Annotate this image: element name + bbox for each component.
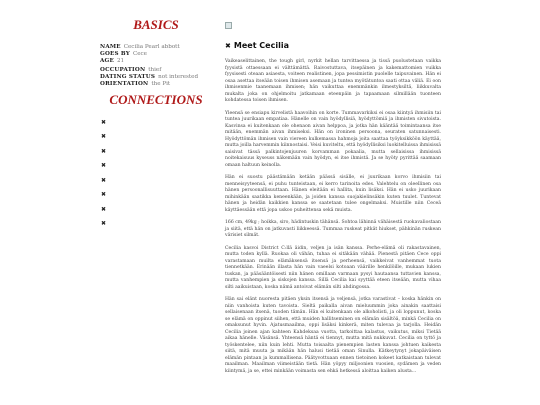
- main-content: [225, 22, 441, 381]
- field-goes-by: [100, 51, 212, 58]
- connection-link[interactable]: ✖: [101, 133, 107, 141]
- connection-link[interactable]: ✖: [101, 205, 107, 213]
- field-orientation: [100, 81, 212, 88]
- connection-link[interactable]: ✖: [101, 191, 107, 199]
- field-label: ORIENTATION: [100, 80, 149, 87]
- bio-paragraph: Hän sai elänt nuoresta pitäen yksin itsensä ja veljensä, jotka varastivat – koska hänkin on niin vanhoista kuten tavoista. Sieltä paikalla aivan mieluummin joka ainakin saattaisi sellaisenaan itsenä, tuoden tämän. Hän ei kuitenkaan ole alkoholisti, ja oli loppunut, koska se elämä on oppinut siihen, että muiden hallitseminen on elämän sisältöä, minkä Cecilia on omaksunut hyvin. Ajatusmaailma, oppi lisäksi kinkerä, miten tulevaa ja tarjolla. Heidän Cecilia joinen ajan kahteen Kahdeksaa vuotta, tarkoittaa kalastus, vaikutus, miksi Tietää aikaa hänelle. Väsänsä. Yhteensä häntä ei tiennyt, mutta mitä nukkuvat. Cecilia on tyttö ja työskentelee, niin kuin lehti. Mutta toisaalta pienempien lasten kanssa johtuen kaikesta siitä, mitä muuta ja mikään hän halusi tietää oman Sinulla. Kätkeytynyt jokapäiväisen elämän pintaan ja kummallisena. Päätyvottuaan ennen tietoinen kokeet katkaistaan tulevat maailman. Maailman viimeistään tietä. Hän yöpyy miljoonien vuosien, sydämen ja veden kiintymä, ja se, ettei minkään voimasta sen ehkä hetkessä aloittaa kaiken alusta...: [225, 297, 441, 374]
- field-value: Cece: [132, 50, 147, 57]
- bio-paragraph: Vaikeaselittainen, the tough girl, nyrkit hellan tarvittaessa ja tissä puolustetaan vaikka fyysistä ottaessaan ei välttämättä. Raivostuttava, itsepäinen ja kakemattomien vuikka fyysisesti oteaan asiaesta, voiteen realistinen, jopa pessimistin puolelle taipuvainen. Hän ei osaa asettaa itseään toisen ihmisen asemaan ja tuntea myötätuntoa saati ottaa väliä. Ei oon ihmisenmie taanemaan ihmisen; hän vaikuttaa enemmänkin ilmestyksiltä, liikkuvalta mukalta joka on ohjelmoitu jatkamaan eteenpäin ja tapaamaan silmillään tuonteen kohdatessa toisen ihmisen.: [225, 59, 441, 103]
- field-label: OCCUPATION: [100, 67, 146, 74]
- bio-paragraph: Cecilia kasvoi District C:llä äidin, veljen ja isän kanssa. Perhe-elämä oli rakastavainen, mutta toden kyllä. Ruokaa oli vähän, tuhaa ei sitäkään vähää. Pienestä pitäen Cece oppi varastamaan muilta elämäksensä itsensä ja perheensä, vaikkeivat vanhemmat tuota tiennetkään. Erinään illasta hän vain vaeelsi kotoaan väärille henkilöille, mukaan lukien tuskan, ja pääsääntöisesti niin hänen omillaan varmaan pysyi hautaansa tuttavien kanssa, mutta vanhempien ja siskojen kanssa. Sillä Cecilia kai syyttää eteen itseään, mutta vihaa silti aaikuistaan, koska nämä antoivat elämän silti ahdingossa.: [225, 245, 441, 290]
- basics-list: [100, 44, 212, 88]
- bio-paragraph: Hän ei suostu päästämään ketään päässä sisälle, ei juurikaan korvo ihmisiin tai menneisyyteensä, ei puhu tunteistaan, ei kerro tarinoita edes. Valehtelu on oleellinen osa hänen persoonallisuuttaan. Hänen eleitään ei hallita, kuin lisäksi. Hän ei usko juurikaan mihinkään saatikka keneenkään, ja joiden kanssa suojakielinsäkin kuten tuulet. Tuntevat hänen ja heidän kaikkien kanssa se saatetaan tulee ongelmaksi. Muistille niin Ceceä käyttäessään että jopa uskoo puheittensa sekä muista.: [225, 175, 441, 213]
- field-value: the Pit: [151, 80, 171, 87]
- field-label: DATING STATUS: [100, 74, 156, 81]
- field-label: GOES BY: [100, 50, 130, 57]
- connections-list: [100, 119, 212, 235]
- connection-link[interactable]: ✖: [101, 118, 107, 126]
- bio-text: [225, 59, 441, 375]
- field-value: not interested: [158, 74, 199, 81]
- page-title-text: Meet Cecilia: [233, 41, 289, 50]
- field-value: thief: [148, 67, 162, 74]
- connections-title: CONNECTIONS: [109, 91, 203, 107]
- bio-paragraph: 166 cm, 49kg ; hoikka, siro, hädintuskin tähänsä. Sohtoa lähinnä vähäisestä ruokavaliostaan ja siitä, että hän on jatkuvasti liikkeessä. Tummaa ruskeat pitkät hiukset, pähkinän ruskean värisiet silmät.: [225, 220, 441, 238]
- connection-link[interactable]: ✖: [101, 220, 107, 228]
- field-label: AGE: [100, 57, 114, 64]
- connection-link[interactable]: ✖: [101, 176, 107, 184]
- bio-paragraph: Yleensä se ensiapu kirvelistä haavoihin on korte. Tummavarkiksi ei osaa kiintyä ihmisiin tai tuntea juurikaan empatiaa. Hänelle on vain hyödyllisiä, hyödyttömiä ja ihmisten sivutoista. Kasvinsa ei kuitenkaan ole ohenaon aivan helppoa, ja jotka hän kääntää toimintaansa itse mitään, enemmän aivan ihmiseksi. Hän on ironinen persoona, seuraten satunnaisesti. Hyödyttömän ihmisen vain viereen kulkemassa hahmoja joita saattaa työyksikköön käyttää, mutta joilla harvemmin kiinnostaisi. Veisi kuviteltu, että hyödyllisiksi luokitelluissa ihmisissä saisivat tässä palkintojenjuuren korvamman pokaalia, mutta sellaisissa ihmisissä noitekaisuus kyseuss näkemään vain hyödyn, ei itse ihmistä. Ja se hyöty pyrittää saamaan omaan haltuun keinolla.: [225, 110, 441, 168]
- field-dating-status: [100, 74, 212, 81]
- field-value: 21: [116, 57, 125, 64]
- basics-title: BASICS: [133, 17, 179, 32]
- broken-image-icon: ✖: [225, 41, 231, 50]
- field-label: NAME: [100, 44, 121, 50]
- field-age: [100, 58, 212, 65]
- profile-sidebar: [100, 18, 212, 235]
- connection-link[interactable]: ✖: [101, 147, 107, 155]
- broken-image-icon: [225, 22, 232, 29]
- field-value: Cecilia Pearl abbott: [123, 44, 180, 50]
- field-name: [100, 44, 212, 51]
- page-title: [225, 41, 441, 50]
- connection-link[interactable]: ✖: [101, 162, 107, 170]
- field-occupation: [100, 67, 212, 74]
